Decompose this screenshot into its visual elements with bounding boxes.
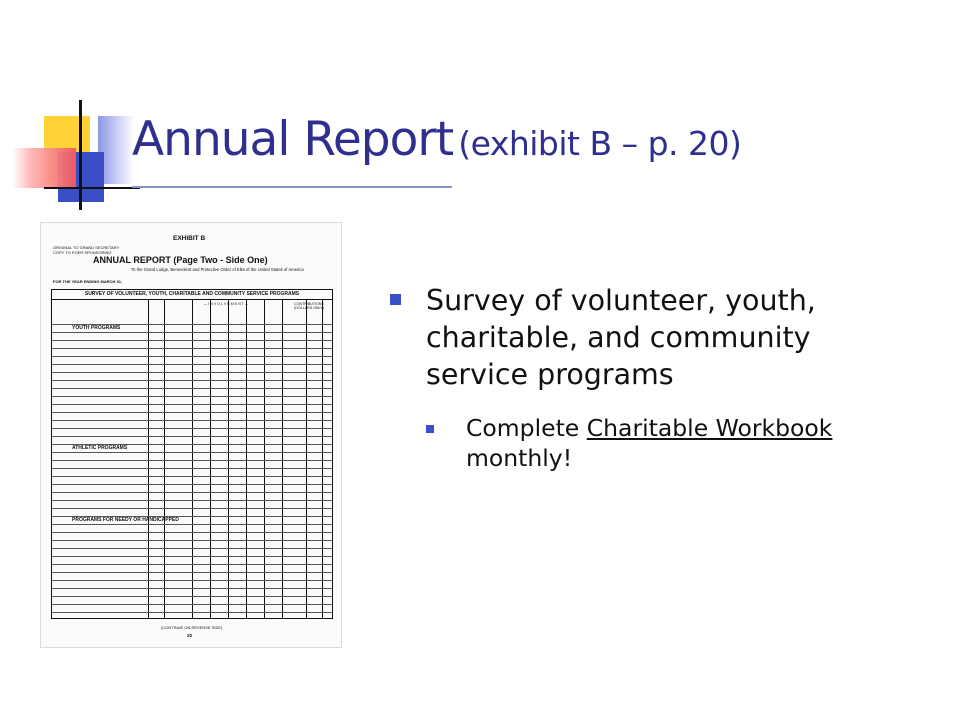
square-bullet-icon	[390, 294, 401, 305]
horizontal-line	[44, 187, 140, 189]
bullet-list	[386, 282, 916, 473]
doc-involvement: — I N V O L V E M E N T —	[203, 302, 249, 306]
doc-grand-lodge: To the Grand Lodge, Benevolent and Protective Order of Elks of the United States of America	[131, 267, 304, 272]
bullet-sub-prefix: Complete	[466, 414, 587, 442]
doc-table	[51, 299, 333, 619]
doc-header: ANNUAL REPORT (Page Two - Side One)	[93, 255, 268, 265]
exhibit-document-image	[40, 222, 342, 648]
vertical-line	[79, 100, 82, 210]
bullet-item-main	[386, 282, 916, 393]
doc-year-ending: FOR THE YEAR ENDING MARCH 31,	[53, 279, 123, 284]
doc-needy-section: PROGRAMS FOR NEEDY OR HANDICAPPED	[72, 517, 179, 523]
title-underline	[132, 186, 452, 188]
doc-survey-band: SURVEY OF VOLUNTEER, YOUTH, CHARITABLE AND COMMUNITY SERVICE PROGRAMS	[51, 289, 333, 300]
doc-continue-note: (CONTINUE ON REVERSE SIDE)	[161, 625, 223, 630]
doc-youth-section: YOUTH PROGRAMS	[72, 325, 121, 331]
bullet-item-sub	[426, 413, 916, 473]
doc-athletic-section: ATHLETIC PROGRAMS	[72, 445, 128, 451]
doc-page-number: 20	[187, 633, 193, 638]
bullet-sub-suffix: monthly!	[466, 444, 573, 472]
red-square	[12, 148, 76, 188]
charitable-workbook-link[interactable]: Charitable Workbook	[586, 414, 833, 442]
doc-exhibit-label: EXHIBIT B	[173, 235, 206, 242]
doc-copy: COPY TO POER SPONSORING	[53, 250, 112, 255]
square-bullet-icon	[426, 425, 434, 433]
doc-contributions: CONTRIBUTIONS (DOLLARS ONLY)	[294, 302, 324, 310]
bullet-main-text: Survey of volunteer, youth, charitable, and community service programs	[426, 284, 816, 391]
title-main: Annual Report	[132, 112, 454, 167]
corner-decoration	[0, 90, 140, 230]
doc-original: ORIGINAL TO GRAND SECRETARY	[53, 245, 120, 250]
slide-title	[132, 112, 741, 192]
title-sub: (exhibit B – p. 20)	[458, 124, 742, 163]
